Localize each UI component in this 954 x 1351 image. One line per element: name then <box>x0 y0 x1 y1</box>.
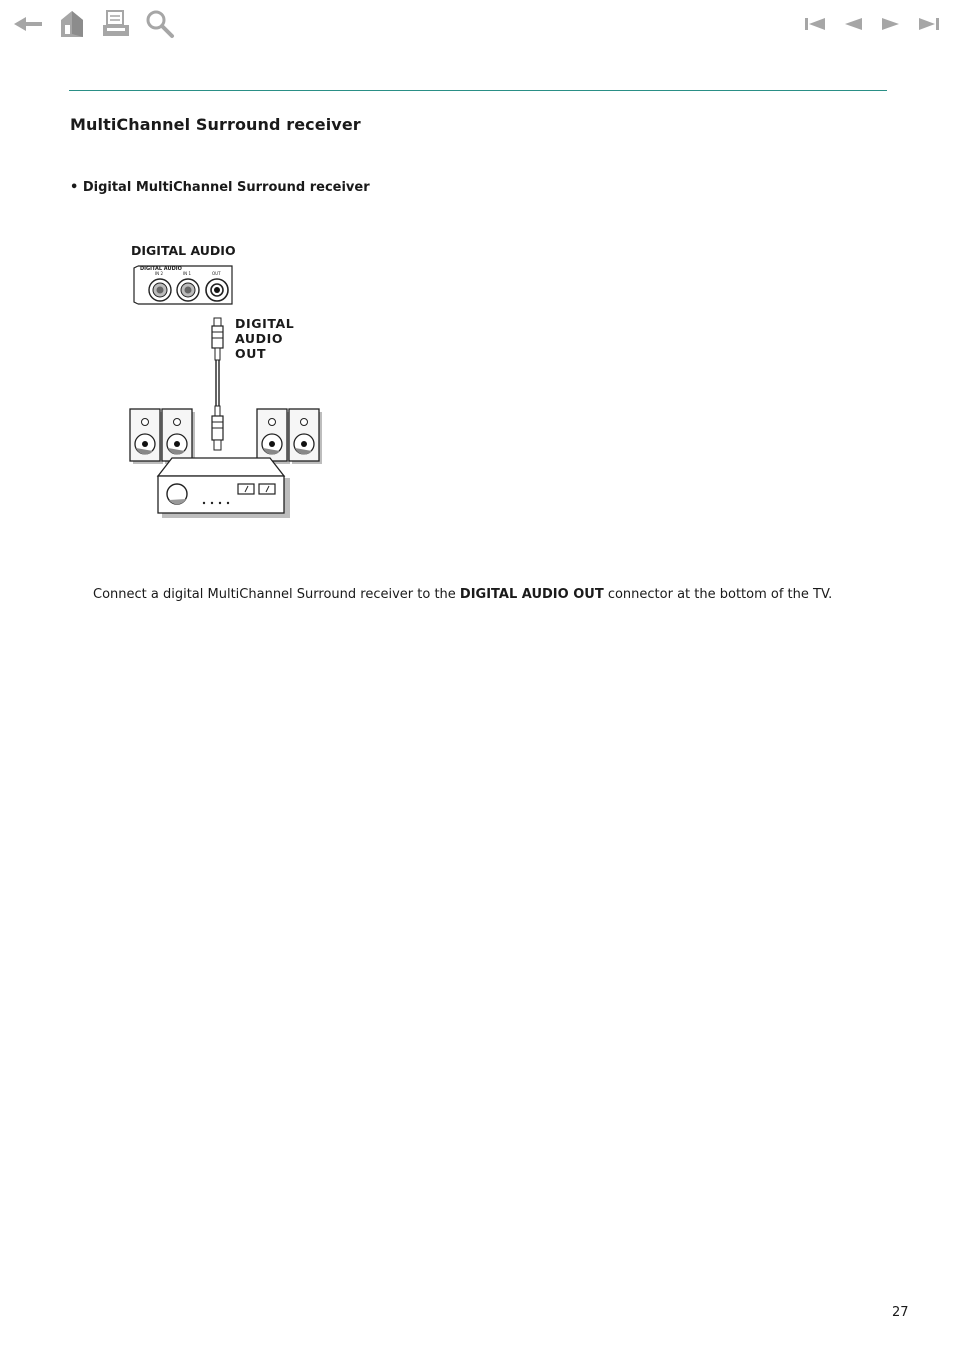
instruction-text-start: Connect a digital MultiChannel Surround receiver to the <box>93 587 460 602</box>
tv-connector-panel <box>134 266 232 304</box>
out-label-line-3: OUT <box>235 346 267 361</box>
speaker-left-2 <box>162 409 195 464</box>
out-label-line-1: DIGITAL <box>235 316 295 331</box>
page-title: MultiChannel Surround receiver <box>70 115 361 134</box>
speaker-right-1 <box>257 409 290 464</box>
home-icon <box>58 8 86 40</box>
next-page-button[interactable] <box>872 6 910 42</box>
digital-audio-label: DIGITAL AUDIO <box>131 243 236 258</box>
panel-small-label: DIGITAL AUDIO <box>140 266 182 272</box>
print-button[interactable] <box>94 6 138 42</box>
jack-in2 <box>149 279 171 301</box>
instruction-paragraph <box>93 587 832 602</box>
jack-in1 <box>177 279 199 301</box>
print-icon <box>100 8 132 40</box>
toolbar-right <box>796 6 948 42</box>
toolbar-left <box>6 6 182 42</box>
out-label-line-2: AUDIO <box>235 331 284 346</box>
speaker-right-2 <box>289 409 322 464</box>
header-rule <box>69 90 887 91</box>
back-button[interactable] <box>6 6 50 42</box>
speaker-left-1 <box>130 409 163 464</box>
instruction-connector-name: DIGITAL AUDIO OUT <box>459 587 604 602</box>
next-page-icon <box>880 15 902 33</box>
connection-diagram <box>120 258 330 520</box>
search-icon <box>144 8 176 40</box>
digital-audio-cable <box>212 318 223 450</box>
instruction-text-end: connector at the bottom of the TV. <box>603 587 833 602</box>
last-page-icon <box>917 15 941 33</box>
first-page-icon <box>803 15 827 33</box>
search-button[interactable] <box>138 6 182 42</box>
page-number: 27 <box>892 1305 909 1320</box>
jack-label-in1: IN 1 <box>183 271 191 276</box>
previous-page-button[interactable] <box>834 6 872 42</box>
home-button[interactable] <box>50 6 94 42</box>
surround-receiver <box>158 458 290 518</box>
previous-page-icon <box>842 15 864 33</box>
first-page-button[interactable] <box>796 6 834 42</box>
jack-label-out: OUT <box>212 271 221 276</box>
jack-out <box>206 279 228 301</box>
back-arrow-icon <box>12 14 44 34</box>
last-page-button[interactable] <box>910 6 948 42</box>
bullet-heading: • Digital MultiChannel Surround receiver <box>70 180 370 195</box>
jack-label-in2: IN 2 <box>155 271 163 276</box>
